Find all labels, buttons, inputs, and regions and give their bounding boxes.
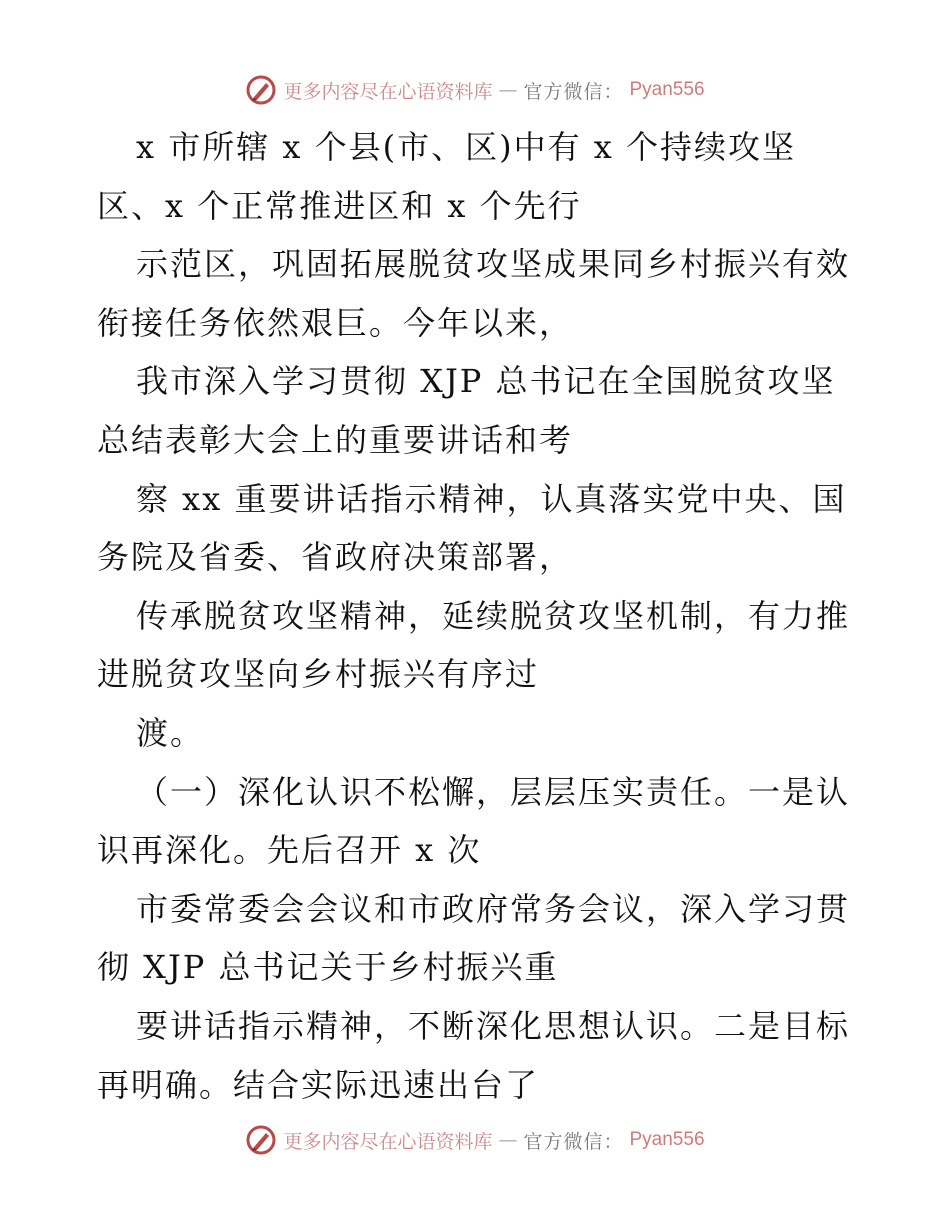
body-line: 区、x 个正常推进区和 x 个先行 (97, 186, 582, 225)
watermark-site-text: 更多内容尽在心语资料库 (283, 80, 493, 103)
footer-watermark (0, 1120, 950, 1160)
header-watermark (0, 70, 950, 110)
watermark-dash: — (498, 79, 518, 101)
body-line: 示范区，巩固拓展脱贫攻坚成果同乡村振兴有效 (136, 245, 851, 284)
body-line: 进脱贫攻坚向乡村振兴有序过 (97, 655, 540, 694)
body-line: 市委常委会会议和市政府常务会议，深入学习贯 (136, 889, 851, 928)
document-body (0, 118, 950, 1114)
body-line: 传承脱贫攻坚精神，延续脱贫攻坚机制，有力推 (136, 596, 851, 635)
body-line: 再明确。结合实际迅速出台了 (97, 1065, 540, 1104)
body-line: 衔接任务依然艰巨。今年以来， (97, 303, 574, 342)
body-line: 察 xx 重要讲话指示精神，认真落实党中央、国 (136, 479, 847, 518)
watermark-id-text: Pyan556 (629, 1129, 705, 1150)
watermark-cta-text: 官方微信： (523, 1130, 624, 1153)
watermark-dash: — (498, 1129, 518, 1151)
body-line: 彻 XJP 总书记关于乡村振兴重 (97, 948, 559, 987)
body-line: （一）深化认识不松懈，层层压实责任。一是认 (136, 772, 851, 811)
body-line: 识再深化。先后召开 x 次 (97, 831, 482, 870)
body-line: x 市所辖 x 个县(市、区)中有 x 个持续攻坚 (136, 128, 796, 166)
body-line: 总结表彰大会上的重要讲话和考 (97, 420, 574, 459)
body-line: 要讲话指示精神，不断深化思想认识。二是目标 (136, 1006, 851, 1045)
pen-circle-icon (245, 74, 277, 106)
body-line: 务院及省委、省政府决策部署， (97, 538, 574, 577)
watermark-site-text: 更多内容尽在心语资料库 (283, 1130, 493, 1153)
watermark-id-text: Pyan556 (629, 79, 705, 100)
body-line: 渡。 (136, 713, 205, 752)
body-line: 我市深入学习贯彻 XJP 总书记在全国脱贫攻坚 (136, 362, 836, 401)
pen-circle-icon (245, 1124, 277, 1156)
watermark-cta-text: 官方微信： (523, 80, 624, 103)
